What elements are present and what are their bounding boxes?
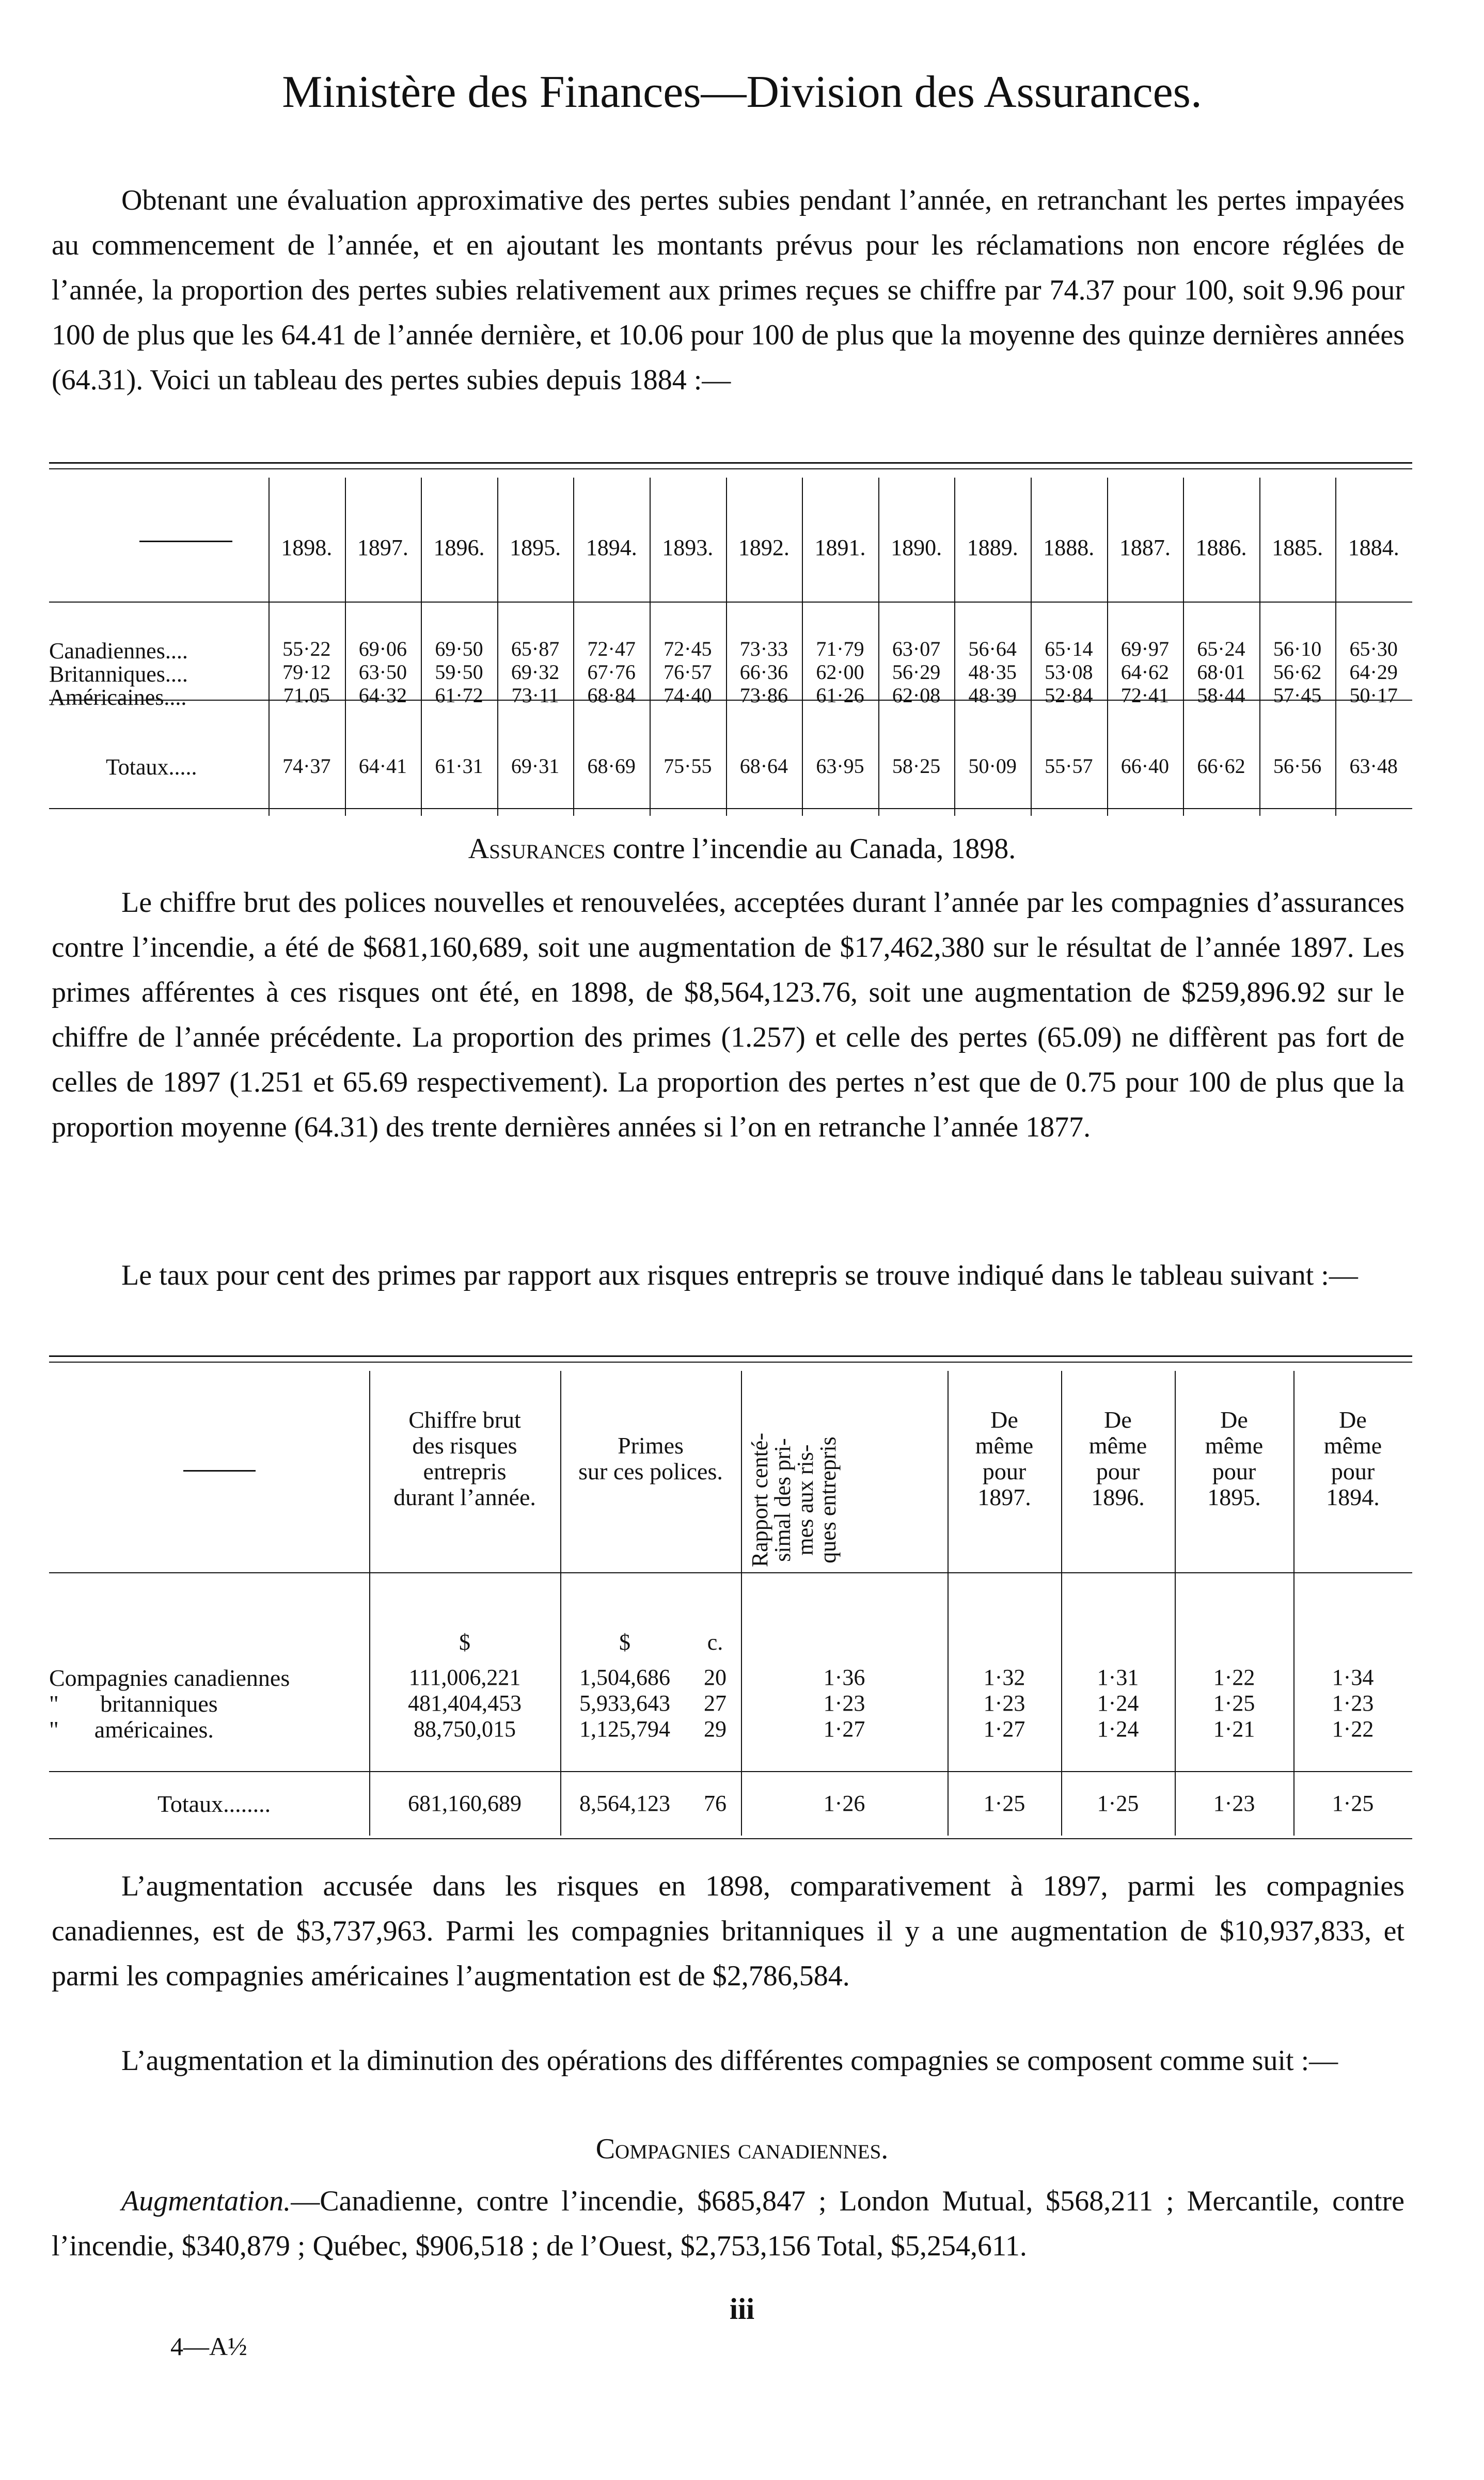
- header-line: 1896.: [1091, 1484, 1145, 1510]
- loss-year-header: 1894.: [586, 535, 637, 560]
- heading-rest: contre l’incendie au Canada, 1898.: [605, 833, 1016, 865]
- header-line: De: [990, 1407, 1018, 1433]
- loss-year-header: 1891.: [814, 535, 866, 560]
- loss-year-header: 1893.: [662, 535, 714, 560]
- header-1894: [1293, 1407, 1412, 1510]
- premium-cell-risques: 481,404,453: [408, 1691, 522, 1716]
- premium-cell-risques: 681,160,689: [408, 1791, 522, 1816]
- premium-cell-primes: 1,125,794: [579, 1716, 670, 1742]
- loss-total-cell: 74·37: [282, 754, 331, 778]
- loss-cell: 64·29: [1349, 660, 1398, 684]
- loss-cell: 56·64: [968, 637, 1017, 660]
- loss-total-cell: 75·55: [664, 754, 712, 778]
- loss-cell: 72·47: [587, 637, 636, 660]
- header-line: durant l’année.: [393, 1484, 536, 1510]
- loss-cell: 71.05: [283, 684, 330, 707]
- loss-total-cell: 56·56: [1273, 754, 1322, 778]
- premium-cell-y1894: 1·22: [1332, 1716, 1374, 1742]
- loss-total-cell: 64·41: [358, 754, 407, 778]
- signature-mark: 4—A½: [170, 2332, 247, 2361]
- premium-cell-cents: 29: [704, 1716, 727, 1742]
- premium-cell-y1895: 1·21: [1213, 1716, 1255, 1742]
- page-number: iii: [729, 2292, 755, 2326]
- loss-total-cell: 58·25: [892, 754, 941, 778]
- paragraph-4: [52, 1864, 1404, 1999]
- loss-row-label: Canadiennes....: [49, 638, 188, 664]
- premium-cell-cents: 76: [704, 1791, 727, 1816]
- header-line: De: [1104, 1407, 1132, 1433]
- loss-cell: 72·45: [664, 637, 712, 660]
- premium-cell-cents: 20: [704, 1665, 727, 1690]
- header-line: sur ces polices.: [578, 1458, 723, 1484]
- loss-year-header: 1895.: [510, 535, 561, 560]
- loss-year-header: 1890.: [891, 535, 942, 560]
- loss-cell: 56·10: [1273, 637, 1322, 660]
- header-line: Rapport centé-: [747, 1432, 772, 1568]
- loss-cell: 69·06: [358, 637, 407, 660]
- loss-year-header: 1896.: [433, 535, 485, 560]
- premium-cell-primes: 1,504,686: [579, 1665, 670, 1690]
- header-line: simal des pri-: [770, 1438, 795, 1562]
- loss-cell: 65·30: [1349, 637, 1398, 660]
- header-line: Primes: [618, 1432, 684, 1459]
- loss-cell: 68·84: [587, 684, 636, 707]
- loss-cell: 65·14: [1045, 637, 1093, 660]
- premium-row-label: " britanniques: [49, 1691, 218, 1717]
- loss-cell: 62·08: [892, 684, 941, 707]
- loss-cell: 68·01: [1197, 660, 1245, 684]
- loss-year-header: 1886.: [1195, 535, 1247, 560]
- loss-year-header: 1892.: [738, 535, 790, 560]
- section-heading-canadiennes: Compagnies canadiennes.: [595, 2133, 889, 2165]
- premium-cell-y1896: 1·31: [1097, 1665, 1139, 1690]
- header-line: mes aux ris-: [793, 1444, 818, 1556]
- premium-cell-risques: 88,750,015: [414, 1716, 516, 1742]
- loss-cell: 61·72: [435, 684, 483, 707]
- paragraph-6-italic: Augmentation.: [121, 2185, 291, 2217]
- premium-table: [49, 1355, 1412, 1859]
- loss-cell: 61·26: [816, 684, 864, 707]
- loss-total-cell: 50·09: [968, 754, 1017, 778]
- loss-cell: 59·50: [435, 660, 483, 684]
- loss-total-cell: 63·48: [1349, 754, 1398, 778]
- section-heading-assurances: [0, 832, 1484, 865]
- loss-cell: 69·50: [435, 637, 483, 660]
- loss-table-corner: [139, 541, 232, 542]
- header-line: 1895.: [1207, 1484, 1261, 1510]
- premium-total-label: Totaux........: [157, 1791, 271, 1817]
- loss-total-cell: 55·57: [1045, 754, 1093, 778]
- loss-cell: 58·44: [1197, 684, 1245, 707]
- loss-cell: 57·45: [1273, 684, 1322, 707]
- paragraph-6-text: —Canadienne, contre l’incendie, $685,847 ; London Mutual, $568,211 ; Mercantile, contre l’incendie, $340,879 ; Québec, $906,518 ; de l’Ouest, $2,753,156 Total, $5,254,611.: [52, 2185, 1404, 2262]
- premium-cell-primes: 8,564,123: [579, 1791, 670, 1816]
- paragraph-5-text: L’augmentation et la diminution des opérations des différentes compagnies se composent comme suit :—: [121, 2045, 1338, 2077]
- loss-cell: 64·62: [1120, 660, 1170, 684]
- header-line: entrepris: [423, 1458, 507, 1484]
- header-line: pour: [1331, 1458, 1375, 1484]
- loss-total-cell: 69·31: [511, 754, 560, 778]
- header-line: même: [1205, 1432, 1264, 1459]
- loss-total-cell: 66·62: [1197, 754, 1245, 778]
- premium-cell-y1897: 1·25: [983, 1791, 1025, 1816]
- header-line: des risques: [412, 1432, 517, 1459]
- loss-cell: 73·33: [739, 637, 788, 660]
- loss-cell: 66·36: [739, 660, 788, 684]
- header-line: 1894.: [1326, 1484, 1380, 1510]
- loss-cell: 65·87: [511, 637, 560, 660]
- loss-cell: 56·29: [892, 660, 941, 684]
- loss-total-cell: 66·40: [1120, 754, 1170, 778]
- loss-cell: 48·39: [968, 684, 1017, 707]
- paragraph-6: [52, 2179, 1404, 2269]
- loss-total-label: Totaux.....: [106, 754, 197, 780]
- header-1895: [1175, 1407, 1293, 1510]
- loss-cell: 73·11: [511, 684, 559, 707]
- intro-text: Obtenant une évaluation approximative des pertes subies pendant l’année, en retranchant les pertes impayées au commencement de l’année, et en ajoutant les montants prévus pour les réclamations non encore réglées de l’année, la proportion des pertes subies relativement aux primes reçues se chiffre par 74.37 pour 100, soit 9.96 pour 100 de plus que les 64.41 de l’année dernière, et 10.06 pour 100 de plus que la moyenne des quinze dernières années (64.31). Voici un tableau des pertes subies depuis 1884 :—: [52, 184, 1404, 396]
- header-1896: [1061, 1407, 1175, 1510]
- header-line: pour: [1212, 1458, 1256, 1484]
- loss-total-cell: 68·69: [587, 754, 636, 778]
- unit-primes: $: [619, 1630, 630, 1655]
- loss-year-header: 1889.: [967, 535, 1018, 560]
- header-line: pour: [982, 1458, 1027, 1484]
- loss-row-label: Britanniques....: [49, 661, 188, 687]
- premium-cell-y1895: 1·25: [1213, 1691, 1255, 1716]
- loss-cell: 67·76: [587, 660, 636, 684]
- loss-cell: 63·07: [892, 637, 941, 660]
- premium-row-label: " américaines.: [49, 1716, 214, 1743]
- premium-cell-y1896: 1·24: [1097, 1716, 1139, 1742]
- premium-cell-y1897: 1·23: [983, 1691, 1025, 1716]
- heading-smallcaps: Assurances: [468, 833, 606, 865]
- header-line: Chiffre brut: [408, 1407, 521, 1433]
- intro-paragraph: [52, 178, 1404, 403]
- page-title: Ministère des Finances—Division des Assurances.: [282, 67, 1202, 117]
- header-1897: [948, 1407, 1061, 1510]
- loss-cell: 76·57: [664, 660, 712, 684]
- paragraph-2-text: Le chiffre brut des polices nouvelles et renouvelées, acceptées durant l’année par les compagnies d’assurances contre l’incendie, a été de $681,160,689, soit une augmentation de $17,462,380 sur le résultat de l’année 1897. Les primes afférentes à ces risques ont été, en 1898, de $8,564,123.76, soit une augmentation de $259,896.92 sur le chiffre de l’année précédente. La proportion des primes (1.257) et celle des pertes (65.09) ne diffèrent pas fort de celles de 1897 (1.251 et 65.69 respectivement). La proportion des pertes n’est que de 0.75 pour 100 de plus que la proportion moyenne (64.31) des trente dernières années si l’on en retranche l’année 1877.: [52, 887, 1404, 1143]
- paragraph-5: [52, 2039, 1404, 2083]
- loss-cell: 53·08: [1045, 660, 1093, 684]
- premium-cell-cents: 27: [704, 1691, 727, 1716]
- paragraph-3: [52, 1253, 1404, 1298]
- premium-table-corner: [183, 1470, 256, 1472]
- loss-total-cell: 61·31: [435, 754, 483, 778]
- header-line: ques entrepris: [815, 1436, 841, 1563]
- header-line: même: [975, 1432, 1034, 1459]
- loss-cell: 50·17: [1349, 684, 1398, 707]
- unit-risques: $: [459, 1630, 470, 1655]
- header-line: 1897.: [977, 1484, 1031, 1510]
- header-line: même: [1323, 1432, 1382, 1459]
- loss-cell: 62·00: [816, 660, 864, 684]
- header-line: même: [1088, 1432, 1147, 1459]
- loss-cell: 69·32: [511, 660, 560, 684]
- loss-year-header: 1885.: [1272, 535, 1323, 560]
- loss-row-label: Américaines....: [49, 685, 187, 710]
- header-risques: [369, 1407, 560, 1510]
- header-primes: [560, 1433, 741, 1484]
- loss-cell: 56·62: [1273, 660, 1322, 684]
- premium-cell-y1896: 1·24: [1097, 1691, 1139, 1716]
- loss-table: [49, 462, 1412, 824]
- loss-year-header: 1897.: [357, 535, 408, 560]
- header-line: De: [1339, 1407, 1367, 1433]
- loss-cell: 71·79: [816, 637, 864, 660]
- premium-cell-primes: 5,933,643: [579, 1691, 670, 1716]
- premium-cell-rapport: 1·26: [823, 1791, 865, 1816]
- loss-total-cell: 68·64: [739, 754, 788, 778]
- paragraph-2: [52, 880, 1404, 1150]
- loss-cell: 64·32: [358, 684, 407, 707]
- loss-cell: 52·84: [1045, 684, 1093, 707]
- header-rapport: [749, 1402, 852, 1598]
- premium-cell-y1895: 1·23: [1213, 1791, 1255, 1816]
- loss-cell: 72·41: [1120, 684, 1170, 707]
- loss-cell: 73·86: [739, 684, 788, 707]
- premium-cell-rapport: 1·36: [823, 1665, 865, 1690]
- paragraph-3-text: Le taux pour cent des primes par rapport aux risques entrepris se trouve indiqué dans le tableau suivant :—: [121, 1259, 1358, 1291]
- premium-cell-risques: 111,006,221: [408, 1665, 521, 1690]
- loss-cell: 55·22: [282, 637, 331, 660]
- premium-cell-rapport: 1·23: [823, 1691, 865, 1716]
- premium-cell-y1894: 1·34: [1332, 1665, 1374, 1690]
- premium-row-label: Compagnies canadiennes: [49, 1665, 290, 1691]
- loss-cell: 48·35: [968, 660, 1017, 684]
- premium-cell-y1897: 1·32: [983, 1665, 1025, 1690]
- loss-cell: 79·12: [282, 660, 331, 684]
- loss-cell: 65·24: [1197, 637, 1245, 660]
- loss-cell: 69·97: [1120, 637, 1170, 660]
- premium-cell-y1895: 1·22: [1213, 1665, 1255, 1690]
- unit-cents: c.: [707, 1630, 723, 1655]
- loss-year-header: 1884.: [1348, 535, 1399, 560]
- premium-cell-y1896: 1·25: [1097, 1791, 1139, 1816]
- premium-cell-y1894: 1·25: [1332, 1791, 1374, 1816]
- loss-cell: 74·40: [664, 684, 712, 707]
- header-line: De: [1220, 1407, 1248, 1433]
- premium-cell-y1894: 1·23: [1332, 1691, 1374, 1716]
- premium-cell-y1897: 1·27: [983, 1716, 1025, 1742]
- loss-cell: 63·50: [358, 660, 407, 684]
- premium-cell-rapport: 1·27: [823, 1716, 865, 1742]
- loss-year-header: 1887.: [1119, 535, 1171, 560]
- loss-year-header: 1888.: [1043, 535, 1095, 560]
- paragraph-4-text: L’augmentation accusée dans les risques en 1898, comparativement à 1897, parmi les compagnies canadiennes, est de $3,737,963. Parmi les compagnies britanniques il y a une augmentation de $10,937,833, et parmi les compagnies américaines l’augmentation est de $2,786,584.: [52, 1870, 1404, 1992]
- loss-total-cell: 63·95: [816, 754, 864, 778]
- loss-year-header: 1898.: [281, 535, 333, 560]
- header-line: pour: [1096, 1458, 1140, 1484]
